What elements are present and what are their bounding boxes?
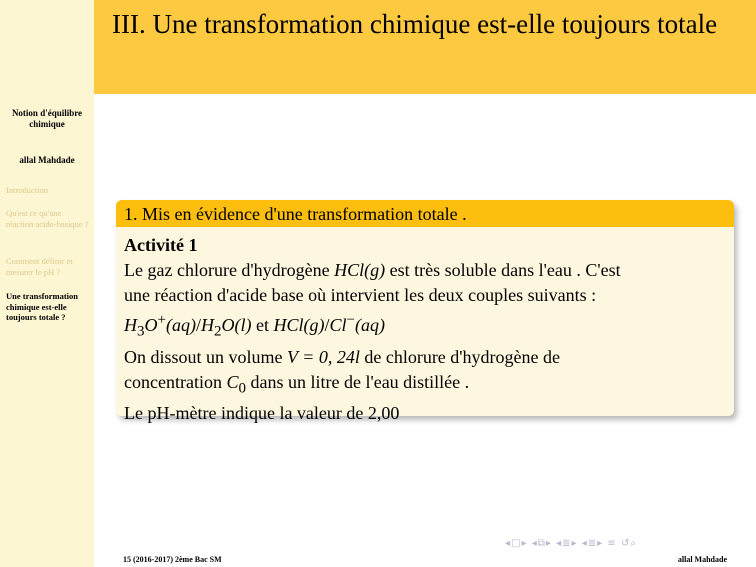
nav-next-section-icon[interactable]: ▸ [571,538,578,549]
nav-prev-section-icon[interactable]: ◂ [556,538,563,549]
block-body [116,227,734,426]
sidebar [0,0,94,567]
footer-right: allal Mahdade [677,555,727,564]
nav-next-subsection-icon[interactable]: ▸ [545,538,552,549]
nav-prev-part-icon[interactable]: ◂ [581,538,588,549]
block-title: 1. Mis en évidence d'une transformation totale . [116,200,734,227]
nav-part-icon[interactable]: ≣ [587,538,598,549]
nav-section-icon[interactable]: ≣ [562,538,572,549]
nav-frame-icon[interactable]: □ [511,538,522,549]
slide-header [94,0,756,94]
nav-next-frame-icon[interactable]: ▸ [521,538,528,549]
nav-search-icon[interactable]: ↺⌕ [620,538,637,549]
text-line-1: Le gaz chlorure d'hydrogène HCl(g) est très soluble dans l'eau . C'est [124,260,621,280]
nav-next-part-icon[interactable]: ▸ [597,538,604,549]
sidebar-author: allal Mahdade [19,155,75,165]
activity-block [116,200,734,424]
nav-align-icon[interactable]: ≡ [607,538,617,549]
footer-left: 15 (2016-2017) 2ème Bac SM [123,555,222,564]
sidebar-item-total-transformation[interactable]: Une transformation chimique est-elle toujours totale ? [6,291,79,322]
acid-base-couples: $H_3O^+(aq)/H_2O(l)$ et HCl(g)/Cl−(aq) [124,312,385,340]
activity-title: Activité 1 [124,235,198,255]
nav-prev-frame-icon[interactable]: ◂ [505,538,512,549]
text-line-5: concentration $C_0$ dans un litre de l'eau distillée . [124,371,470,397]
sidebar-title: Notion d'équilibre chimique [11,108,83,129]
text-line-2: une réaction d'acide base où intervient les deux couples suivants : [124,285,597,305]
nav-prev-subsection-icon[interactable]: ◂ [531,538,538,549]
text-line-4: On dissout un volume V = 0, 24l de chlorure d'hydrogène de [124,346,561,367]
sidebar-item-introduction[interactable]: Introduction [6,185,49,195]
slide-title: III. Une transformation chimique est-elle toujours totale [112,9,718,39]
sidebar-item-acid-base[interactable]: Qu'est ce qu'une réaction acido-basique ? [6,208,89,229]
navigation-bar [505,538,637,549]
text-line-6: Le pH-mètre indique la valeur de 2,00 [124,403,400,424]
nav-subsection-icon[interactable]: ⧉ [537,538,546,549]
sidebar-item-ph[interactable]: Comment définir et mesurer le pH ? [6,256,73,277]
